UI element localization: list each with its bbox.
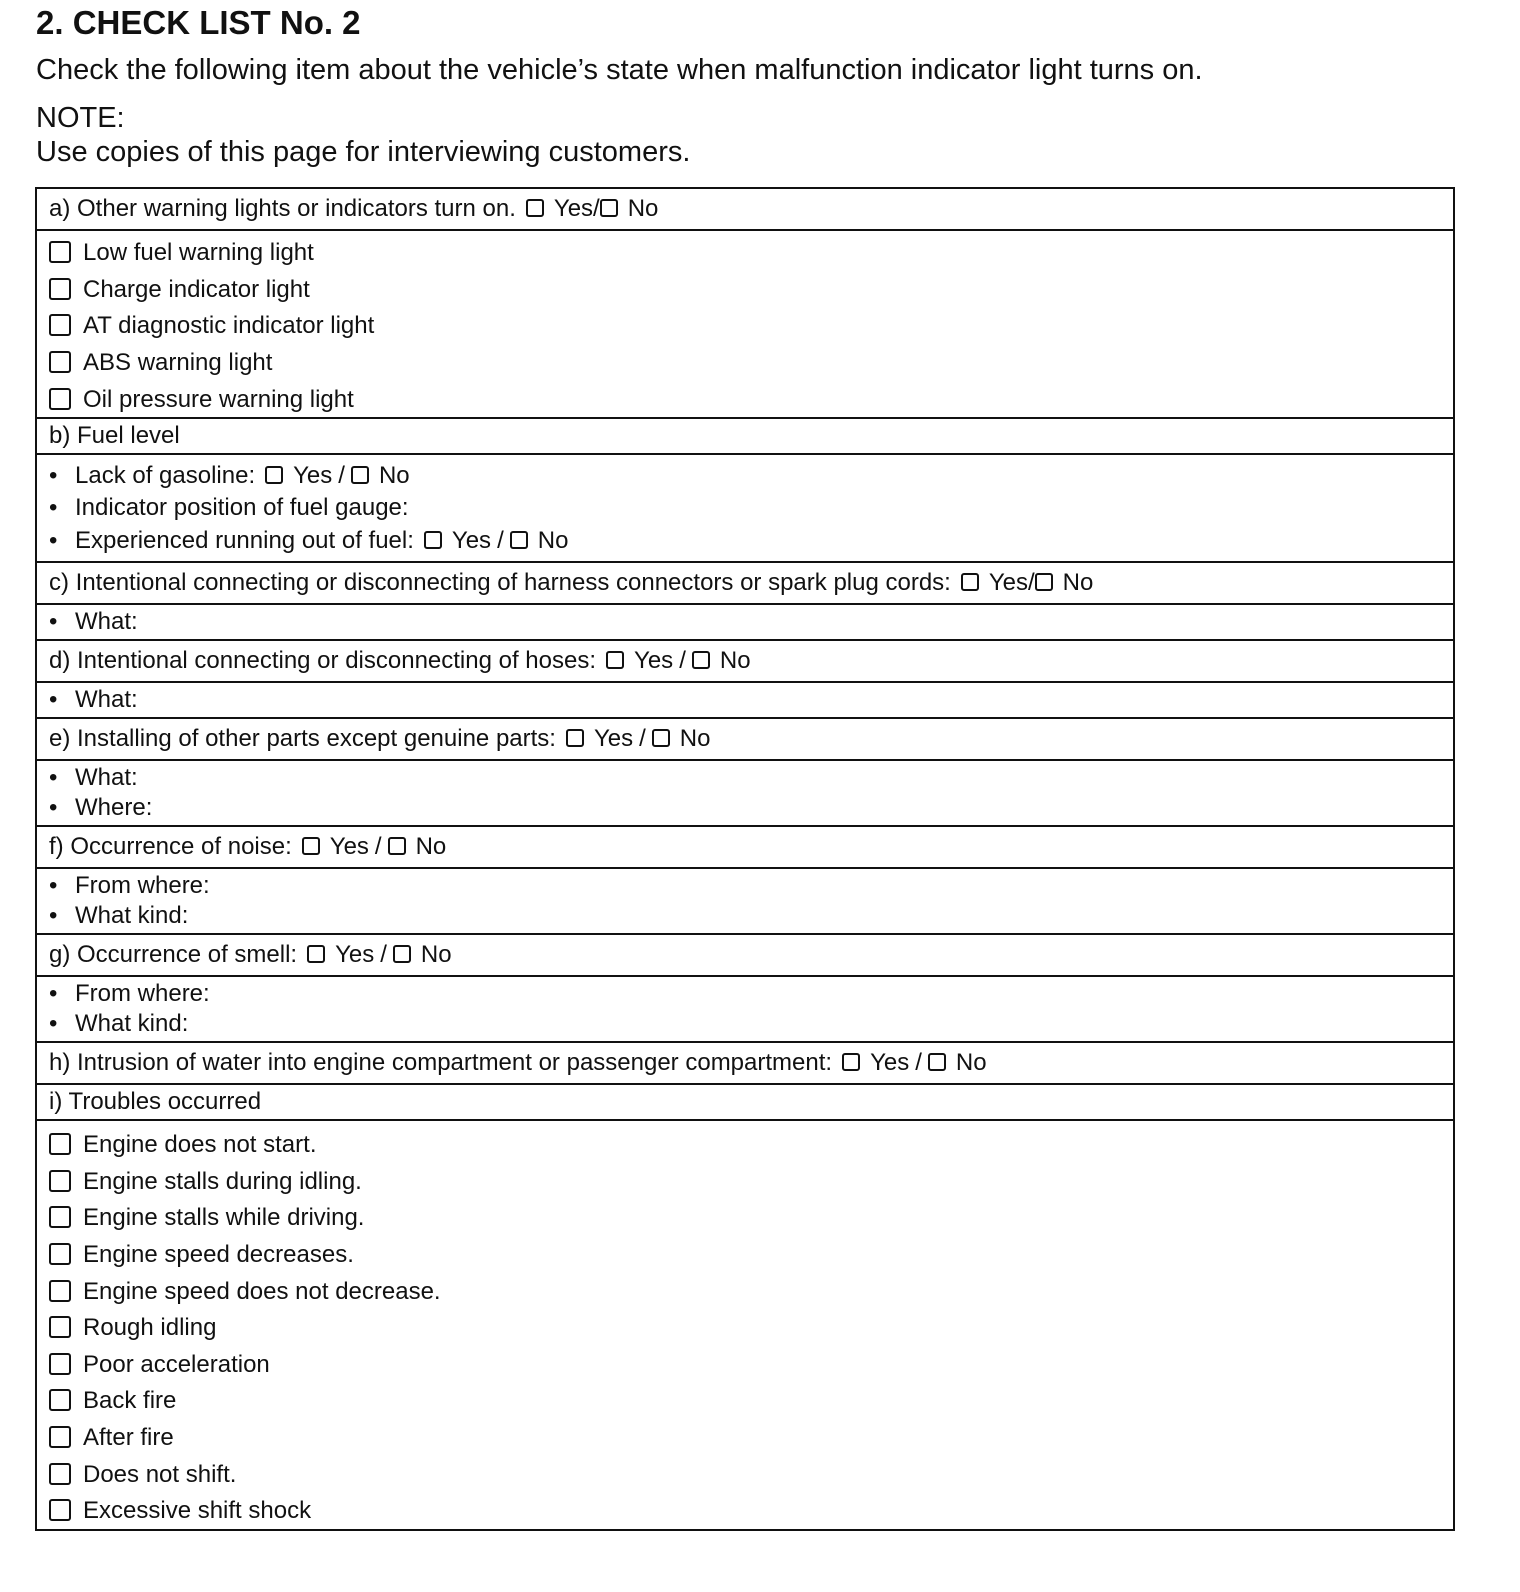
section-g-yes-checkbox[interactable]	[307, 945, 325, 963]
list-item: Excessive shift shock	[49, 1493, 1441, 1530]
section-a-no-checkbox[interactable]	[600, 199, 618, 217]
note-label: NOTE:	[36, 102, 125, 134]
speed-decreases-checkbox[interactable]	[49, 1243, 71, 1265]
list-item: Poor acceleration	[49, 1347, 1441, 1384]
section-d-label: d) Intentional connecting or disconnecting of hoses:	[49, 647, 597, 674]
list-item-label: Charge indicator light	[83, 275, 310, 303]
section-f-label: f) Occurrence of noise:	[49, 833, 292, 860]
yes-label: Yes	[553, 195, 594, 222]
section-c-header: c) Intentional connecting or disconnecting of harness connectors or spark plug cords: Yes / No	[37, 563, 1453, 605]
section-g-list: • From where: • What kind:	[37, 977, 1453, 1043]
note-text: Use copies of this page for interviewing customers.	[36, 136, 691, 168]
section-g-header: g) Occurrence of smell: Yes / No	[37, 935, 1453, 977]
section-i-label: i) Troubles occurred	[49, 1088, 262, 1115]
list-item: Engine does not start.	[49, 1127, 1441, 1164]
section-e-label: e) Installing of other parts except genuine parts:	[49, 725, 556, 752]
after-fire-checkbox[interactable]	[49, 1426, 71, 1448]
abs-warning-checkbox[interactable]	[49, 351, 71, 373]
section-b-label: b) Fuel level	[49, 422, 180, 449]
section-h-yes-checkbox[interactable]	[842, 1053, 860, 1071]
section-c-label: c) Intentional connecting or disconnecting of harness connectors or spark plug cords:	[49, 569, 951, 596]
list-item: After fire	[49, 1420, 1441, 1457]
section-c-yes-checkbox[interactable]	[961, 573, 979, 591]
list-item: Rough idling	[49, 1310, 1441, 1347]
section-a-yes-checkbox[interactable]	[526, 199, 544, 217]
section-e-no-checkbox[interactable]	[652, 729, 670, 747]
section-c-what: • What:	[37, 605, 1453, 641]
back-fire-checkbox[interactable]	[49, 1389, 71, 1411]
at-diagnostic-checkbox[interactable]	[49, 314, 71, 336]
list-item: Back fire	[49, 1383, 1441, 1420]
section-c-no-checkbox[interactable]	[1035, 573, 1053, 591]
slash: /	[593, 195, 600, 222]
list-item: Does not shift.	[49, 1456, 1441, 1493]
list-item-label: Low fuel warning light	[83, 239, 314, 267]
charge-indicator-checkbox[interactable]	[49, 278, 71, 300]
lack-gasoline-yes-checkbox[interactable]	[265, 466, 283, 484]
list-item: • Indicator position of fuel gauge:	[49, 493, 1441, 523]
lack-gasoline-no-checkbox[interactable]	[351, 466, 369, 484]
section-b-list	[37, 455, 1453, 563]
list-item-label: Oil pressure warning light	[83, 385, 354, 413]
intro-text: Check the following item about the vehicle’s state when malfunction indicator light turns on.	[36, 54, 1203, 86]
section-f-yes-checkbox[interactable]	[302, 837, 320, 855]
section-a-label: a) Other warning lights or indicators turn on.	[49, 195, 516, 222]
ran-out-no-checkbox[interactable]	[510, 531, 528, 549]
section-i-list	[37, 1121, 1453, 1529]
section-a-list	[37, 231, 1453, 419]
engine-not-start-checkbox[interactable]	[49, 1133, 71, 1155]
section-e-header: e) Installing of other parts except genuine parts: Yes / No	[37, 719, 1453, 761]
section-d-what: • What:	[37, 683, 1453, 719]
list-item	[49, 345, 1441, 382]
section-e-list: • What: • Where:	[37, 761, 1453, 827]
section-h-no-checkbox[interactable]	[928, 1053, 946, 1071]
section-a-header	[37, 189, 1453, 231]
ran-out-yes-checkbox[interactable]	[424, 531, 442, 549]
section-i-header	[37, 1085, 1453, 1121]
list-item: Engine speed decreases.	[49, 1237, 1441, 1274]
section-f-list: • From where: • What kind:	[37, 869, 1453, 935]
list-item	[49, 272, 1441, 309]
shift-shock-checkbox[interactable]	[49, 1499, 71, 1521]
does-not-shift-checkbox[interactable]	[49, 1463, 71, 1485]
list-item	[49, 235, 1441, 272]
stalls-driving-checkbox[interactable]	[49, 1206, 71, 1228]
low-fuel-checkbox[interactable]	[49, 241, 71, 263]
checklist-table	[35, 187, 1455, 1531]
section-f-no-checkbox[interactable]	[388, 837, 406, 855]
list-item: Engine stalls while driving.	[49, 1200, 1441, 1237]
list-item: Engine stalls during idling.	[49, 1164, 1441, 1201]
section-f-header: f) Occurrence of noise: Yes / No	[37, 827, 1453, 869]
list-item-label: ABS warning light	[83, 349, 273, 377]
oil-pressure-checkbox[interactable]	[49, 388, 71, 410]
list-item: • Experienced running out of fuel: Yes / No	[49, 523, 1441, 559]
speed-not-decrease-checkbox[interactable]	[49, 1280, 71, 1302]
rough-idling-checkbox[interactable]	[49, 1316, 71, 1338]
poor-acceleration-checkbox[interactable]	[49, 1353, 71, 1375]
list-item	[49, 308, 1441, 345]
section-d-header: d) Intentional connecting or disconnecting of hoses: Yes / No	[37, 641, 1453, 683]
section-b-header	[37, 419, 1453, 455]
no-label: No	[627, 195, 659, 222]
page-title: 2. CHECK LIST No. 2	[36, 4, 361, 41]
list-item: Engine speed does not decrease.	[49, 1273, 1441, 1310]
section-d-yes-checkbox[interactable]	[606, 651, 624, 669]
stalls-idling-checkbox[interactable]	[49, 1170, 71, 1192]
list-item-label: AT diagnostic indicator light	[83, 312, 375, 340]
section-e-yes-checkbox[interactable]	[566, 729, 584, 747]
list-item	[49, 381, 1441, 418]
section-h-header: h) Intrusion of water into engine compartment or passenger compartment: Yes / No	[37, 1043, 1453, 1085]
section-h-label: h) Intrusion of water into engine compartment or passenger compartment:	[49, 1049, 833, 1076]
section-g-label: g) Occurrence of smell:	[49, 941, 298, 968]
section-g-no-checkbox[interactable]	[393, 945, 411, 963]
section-d-no-checkbox[interactable]	[692, 651, 710, 669]
list-item: • Lack of gasoline: Yes / No	[49, 459, 1441, 493]
